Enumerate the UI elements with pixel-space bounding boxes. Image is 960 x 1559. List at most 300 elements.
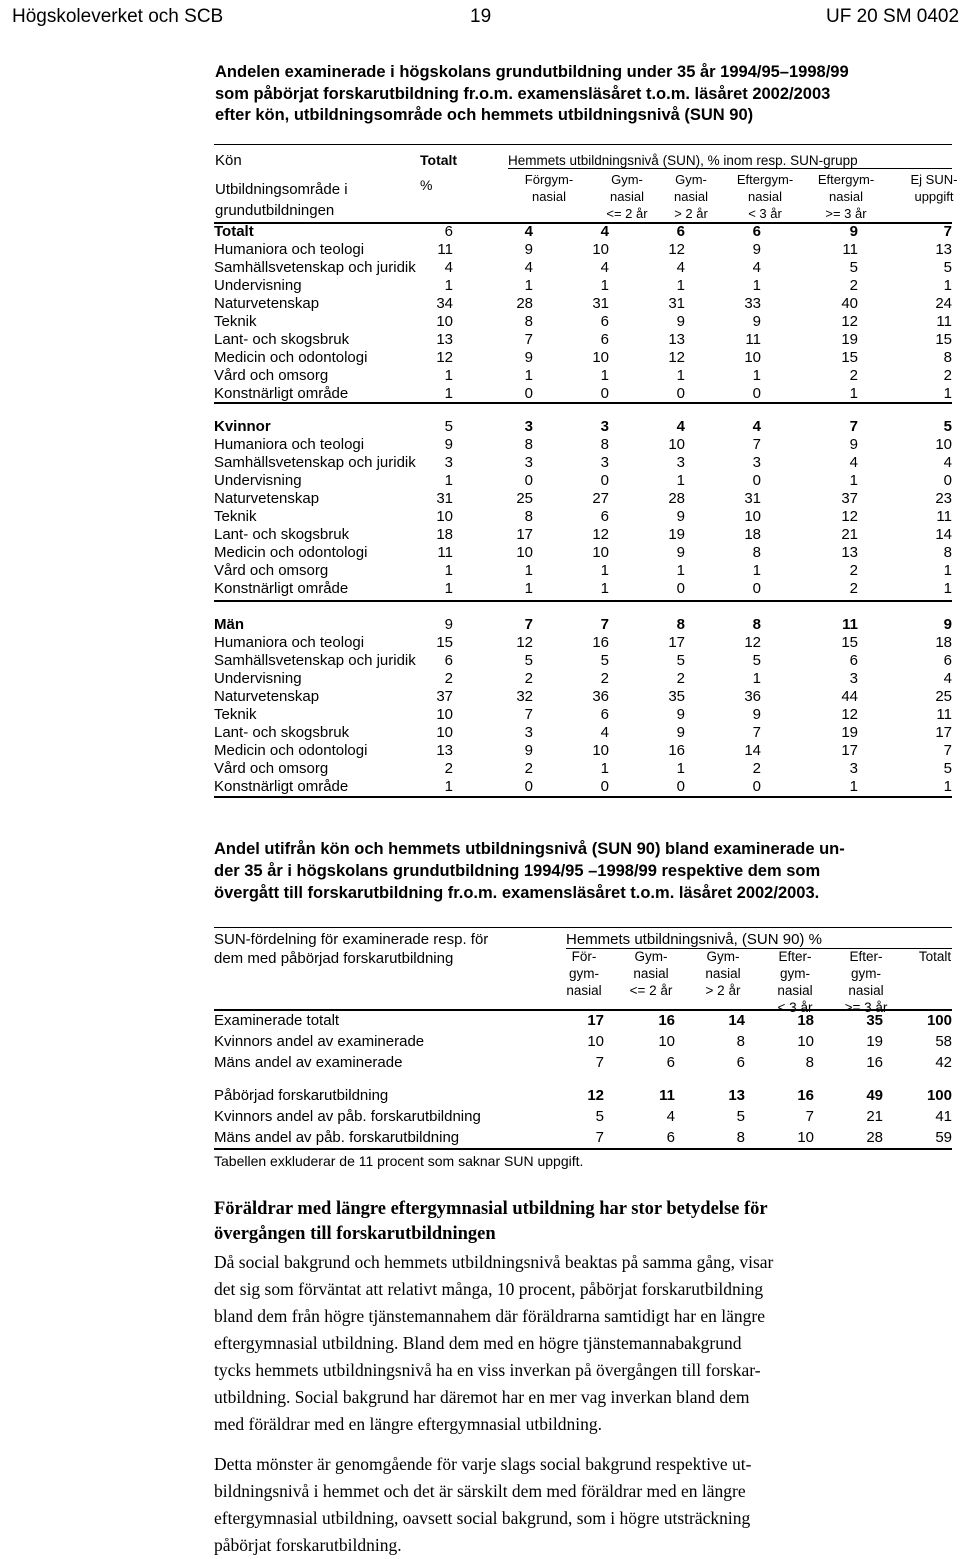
table1-cell: 4 — [524, 259, 533, 276]
table1-cell: 0 — [600, 778, 609, 795]
table1-column-header: <= 2 år — [606, 206, 648, 221]
table1-cell: 1 — [943, 385, 952, 402]
table1-cell: 3 — [600, 454, 609, 471]
table1-cell: 2 — [444, 760, 453, 777]
table1-cell: 11 — [842, 241, 858, 258]
table1-cell: 7 — [524, 706, 533, 723]
table1-cell: 5 — [444, 418, 453, 435]
table1-cell: 8 — [752, 616, 761, 633]
section-paragraph-1 — [214, 1249, 944, 1438]
table1-cell: 5 — [849, 259, 858, 276]
table2-cell: 8 — [736, 1033, 745, 1050]
table2-cell: 16 — [866, 1054, 883, 1071]
table1-cell: 2 — [849, 367, 858, 384]
table1-cell: 32 — [516, 688, 533, 705]
table2-head-left-1: SUN-fördelning för examinerade resp. för — [214, 931, 489, 948]
table1-cell: 0 — [524, 385, 533, 402]
table2-head-group: Hemmets utbildningsnivå, (SUN 90) % — [566, 931, 822, 948]
table1-cell: 6 — [444, 223, 453, 240]
table2-cell: 4 — [666, 1108, 675, 1125]
table1-row-label: Medicin och odontologi — [214, 544, 368, 561]
table1-cell: 11 — [936, 508, 952, 525]
table1-row-label: Medicin och odontologi — [214, 349, 368, 366]
table1-cell: 4 — [444, 259, 453, 276]
table1-cell: 1 — [444, 778, 453, 795]
table1-cell: 1 — [676, 277, 685, 294]
table1-cell: 12 — [516, 634, 533, 651]
table1-cell: 1 — [676, 562, 685, 579]
table1-column-header: uppgift — [914, 189, 954, 204]
table1-cell: 19 — [841, 331, 858, 348]
paragraph-line: bildningsnivå i hemmet och det är särskilt dem med föräldrar med en längre — [214, 1481, 746, 1501]
table1-cell: 0 — [524, 472, 533, 489]
table1-cell: 7 — [524, 331, 533, 348]
table1-cell: 1 — [444, 580, 453, 597]
table1-cell: 9 — [849, 436, 858, 453]
table1-column-header: nasial — [829, 189, 863, 204]
table1-cell: 1 — [600, 580, 609, 597]
table2-column-header: Efter- — [778, 949, 812, 964]
table2-cell: 35 — [866, 1012, 883, 1029]
table1-cell: 7 — [752, 436, 761, 453]
paragraph-line: Då social bakgrund och hemmets utbildningsnivå beaktas på samma gång, visar — [214, 1252, 774, 1272]
table2-column-header: gym- — [851, 966, 881, 981]
table1-title-line: som påbörjat forskarutbildning fr.o.m. examensläsåret t.o.m. läsåret 2002/2003 — [215, 84, 831, 103]
table1-cell: 1 — [943, 580, 952, 597]
table1-cell: 33 — [744, 295, 761, 312]
table1-cell: 0 — [600, 472, 609, 489]
table1-cell: 16 — [592, 634, 609, 651]
table1-cell: 0 — [676, 778, 685, 795]
table1-row-label: Totalt — [214, 223, 254, 240]
table2-cell: 28 — [866, 1129, 883, 1146]
table1-cell: 6 — [600, 331, 609, 348]
table1-column-header: nasial — [674, 189, 708, 204]
table1-cell: 9 — [676, 544, 685, 561]
table2-bottom-rule — [214, 1148, 952, 1150]
table1-cell: 5 — [524, 652, 533, 669]
table1-row-label: Samhällsvetenskap och juridik — [214, 454, 416, 471]
table1-top-rule — [214, 144, 952, 145]
table1-row-label: Män — [214, 616, 244, 633]
table2-column-header: Efter- — [849, 949, 883, 964]
table1-cell: 1 — [676, 472, 685, 489]
table2-footnote: Tabellen exkluderar de 11 procent som saknar SUN uppgift. — [214, 1153, 584, 1169]
paragraph-line: Detta mönster är genomgående för varje slags social bakgrund respektive ut- — [214, 1454, 752, 1474]
table2-row-label: Mäns andel av examinerade — [214, 1054, 403, 1071]
table1-cell: 25 — [516, 490, 533, 507]
table1-row-label: Konstnärligt område — [214, 580, 349, 597]
table1-row-label: Undervisning — [214, 472, 302, 489]
table2-column-header: Gym- — [634, 949, 668, 964]
table1-column-header: Ej SUN- — [910, 172, 958, 187]
table2-column-header: <= 2 år — [629, 983, 673, 998]
table1-cell: 1 — [752, 367, 761, 384]
table1-cell: 1 — [444, 562, 453, 579]
table1-cell: 9 — [849, 223, 858, 240]
table1-cell: 1 — [849, 472, 858, 489]
table1-cell: 36 — [744, 688, 761, 705]
table1-cell: 9 — [676, 706, 685, 723]
table2-column-header: nasial — [705, 966, 741, 981]
table2-column-header: Gym- — [706, 949, 740, 964]
table1-row-label: Lant- och skogsbruk — [214, 724, 350, 741]
table1-cell: 5 — [943, 259, 952, 276]
table2-row-label: Mäns andel av påb. forskarutbildning — [214, 1129, 460, 1146]
section-paragraph-2 — [214, 1451, 944, 1559]
table1-cell: 12 — [592, 526, 609, 543]
table2-cell: 5 — [736, 1108, 745, 1125]
table1-cell: 4 — [752, 418, 761, 435]
table2-cell: 58 — [935, 1033, 952, 1050]
table1-row-label: Undervisning — [214, 670, 302, 687]
header-page-number: 19 — [470, 6, 492, 27]
table1-cell: 0 — [752, 580, 761, 597]
table1-cell: 1 — [752, 277, 761, 294]
table2-title-line: Andel utifrån kön och hemmets utbildningsnivå (SUN 90) bland examinerade un- — [214, 840, 845, 858]
table1-cell: 9 — [676, 313, 685, 330]
table2-cell: 13 — [728, 1087, 745, 1104]
table1-cell: 1 — [943, 562, 952, 579]
table1-cell: 31 — [592, 295, 609, 312]
table1-cell: 44 — [841, 688, 858, 705]
table1-cell: 17 — [841, 742, 858, 759]
table1-cell: 2 — [444, 670, 453, 687]
table2-cell: 59 — [935, 1129, 952, 1146]
table1-cell: 15 — [935, 331, 952, 348]
table1-head-kon: Kön — [215, 152, 242, 169]
table1-cell: 6 — [600, 706, 609, 723]
table1-cell: 10 — [436, 706, 453, 723]
table1-cell: 12 — [744, 634, 761, 651]
table2-cell: 100 — [926, 1012, 952, 1029]
table1-cell: 3 — [524, 418, 533, 435]
table1-cell: 9 — [444, 616, 453, 633]
table1-cell: 9 — [752, 706, 761, 723]
table1-row-label: Konstnärligt område — [214, 778, 349, 795]
table1-cell: 1 — [849, 778, 858, 795]
table1-cell: 18 — [744, 526, 761, 543]
table1-cell: 3 — [849, 760, 858, 777]
table1-cell: 3 — [849, 670, 858, 687]
table1-column-header: >= 3 år — [825, 206, 867, 221]
table1-cell: 25 — [935, 688, 952, 705]
table1-cell: 0 — [676, 580, 685, 597]
table1-cell: 37 — [436, 688, 453, 705]
table2-head-rule — [214, 1009, 952, 1011]
table1-column-header: nasial — [610, 189, 644, 204]
table1-cell: 15 — [841, 349, 858, 366]
table1-cell: 0 — [524, 778, 533, 795]
table2-cell: 19 — [866, 1033, 883, 1050]
table2-cell: 7 — [805, 1108, 814, 1125]
table1-cell: 9 — [676, 724, 685, 741]
table1-row-label: Lant- och skogsbruk — [214, 526, 350, 543]
table1-column-header: > 2 år — [674, 206, 708, 221]
table1-cell: 11 — [842, 616, 858, 633]
table1-cell: 8 — [676, 616, 685, 633]
table1-cell: 4 — [600, 724, 609, 741]
table1-cell: 1 — [600, 367, 609, 384]
table1-head-area-2: grundutbildningen — [215, 202, 335, 219]
table1-cell: 4 — [676, 259, 685, 276]
table1-cell: 21 — [841, 526, 858, 543]
table1-cell: 17 — [935, 724, 952, 741]
table1-cell: 17 — [668, 634, 685, 651]
table1-cell: 9 — [752, 313, 761, 330]
table1-cell: 7 — [752, 724, 761, 741]
paragraph-line: påbörjat forskarutbildning. — [214, 1535, 402, 1555]
table1-cell: 12 — [841, 508, 858, 525]
table1-cell: 2 — [943, 367, 952, 384]
table1-row-label: Kvinnor — [214, 418, 271, 435]
table1-cell: 1 — [600, 562, 609, 579]
table1-cell: 2 — [524, 670, 533, 687]
table1-cell: 10 — [935, 436, 952, 453]
table1-cell: 10 — [436, 508, 453, 525]
table1-cell: 4 — [600, 259, 609, 276]
table1-cell: 36 — [592, 688, 609, 705]
table2-cell: 14 — [728, 1012, 745, 1029]
table1-cell: 5 — [676, 652, 685, 669]
table1-cell: 10 — [744, 349, 761, 366]
table1-row-label: Humaniora och teologi — [214, 241, 365, 258]
table1-cell: 2 — [600, 670, 609, 687]
table1-cell: 40 — [841, 295, 858, 312]
table1-cell: 7 — [849, 418, 858, 435]
table1-row-label: Samhällsvetenskap och juridik — [214, 652, 416, 669]
table1-cell: 18 — [436, 526, 453, 543]
table1-cell: 1 — [676, 367, 685, 384]
table1-cell: 5 — [943, 418, 952, 435]
table1-cell: 1 — [444, 277, 453, 294]
table1-cell: 27 — [592, 490, 609, 507]
table1-row-label: Teknik — [214, 508, 257, 525]
table1-cell: 18 — [935, 634, 952, 651]
table2-cell: 10 — [658, 1033, 675, 1050]
table1-cell: 0 — [752, 778, 761, 795]
paragraph-line: utbildning. Social bakgrund har däremot har en mer vag inverkan bland dem — [214, 1387, 750, 1407]
table1-cell: 6 — [600, 508, 609, 525]
paragraph-line: tycks hemmets utbildningsnivå ha en viss inverkan på övergången till forskar- — [214, 1360, 761, 1380]
header-report-ref: UF 20 SM 0402 — [826, 6, 960, 27]
table1-cell: 7 — [524, 616, 533, 633]
table1-cell: 19 — [668, 526, 685, 543]
paragraph-line: det sig som förväntat att relativt många, 10 procent, påbörjat forskarutbildning — [214, 1279, 764, 1299]
table1-row-label: Naturvetenskap — [214, 688, 320, 705]
table1-cell: 35 — [668, 688, 685, 705]
table2-cell: 17 — [587, 1012, 604, 1029]
table2-cell: 16 — [797, 1087, 814, 1104]
table1-cell: 12 — [841, 313, 858, 330]
table1-column-header: nasial — [532, 189, 566, 204]
table1-cell: 8 — [943, 544, 952, 561]
table1-head-area-1: Utbildningsområde i — [215, 181, 348, 198]
table1-cell: 0 — [676, 385, 685, 402]
table2-row-label: Påbörjad forskarutbildning — [214, 1087, 389, 1104]
table2-cell: 6 — [736, 1054, 745, 1071]
table1-cell: 3 — [524, 454, 533, 471]
table1-cell: 2 — [849, 562, 858, 579]
table2-row-label: Examinerade totalt — [214, 1012, 340, 1029]
table1-cell: 19 — [841, 724, 858, 741]
table1-head-pct: % — [420, 177, 433, 193]
paragraph-line: eftergymnasial utbildning, oavsett social bakgrund, som i högre utsträckning — [214, 1508, 751, 1528]
table1-cell: 14 — [744, 742, 761, 759]
table1-cell: 1 — [752, 670, 761, 687]
table1-cell: 5 — [600, 652, 609, 669]
table2-cell: 6 — [666, 1054, 675, 1071]
table1-cell: 1 — [600, 277, 609, 294]
table1-cell: 10 — [592, 241, 609, 258]
table2-row-label: Kvinnors andel av examinerade — [214, 1033, 425, 1050]
table1-cell: 23 — [935, 490, 952, 507]
table1-cell: 4 — [943, 454, 952, 471]
table2-column-header: Totalt — [918, 949, 952, 964]
section-heading — [214, 1197, 944, 1247]
table1-cell: 13 — [436, 331, 453, 348]
table1-cell: 1 — [444, 385, 453, 402]
table1-group-rule — [508, 168, 952, 169]
table2-column-header: nasial — [566, 983, 602, 998]
table1-cell: 8 — [524, 313, 533, 330]
table2-cell: 18 — [797, 1012, 814, 1029]
table2-title-line: der 35 år i högskolans grundutbildning 1994/95 –1998/99 respektive dem som — [214, 862, 821, 880]
table2-column-header: gym- — [780, 966, 810, 981]
table2-top-rule — [214, 927, 952, 928]
table1-cell: 2 — [849, 580, 858, 597]
table1-cell: 2 — [524, 760, 533, 777]
table2-cell: 49 — [866, 1087, 883, 1104]
table1-cell: 1 — [444, 367, 453, 384]
table1-cell: 5 — [943, 760, 952, 777]
table2-column-header: >= 3 år — [844, 1000, 888, 1015]
table2-cell: 8 — [736, 1129, 745, 1146]
table1-column-header: Gym- — [675, 172, 707, 187]
table2-cell: 100 — [926, 1087, 952, 1104]
table1-cell: 13 — [935, 241, 952, 258]
table1-title-line: efter kön, utbildningsområde och hemmets utbildningsnivå (SUN 90) — [215, 106, 754, 124]
table1-cell: 12 — [436, 349, 453, 366]
table1-cell: 1 — [524, 367, 533, 384]
table1-cell: 15 — [436, 634, 453, 651]
table1-row-label: Medicin och odontologi — [214, 742, 368, 759]
table1-column-header: < 3 år — [748, 206, 782, 221]
paragraph-line: bland dem från högre tjänstemannahem där föräldrarna samtidigt har en längre — [214, 1306, 766, 1326]
table1-cell: 8 — [943, 349, 952, 366]
paragraph-line: eftergymnasial utbildning. Bland dem med en högre tjänstemannabakgrund — [214, 1333, 742, 1353]
table1-cell: 6 — [600, 313, 609, 330]
table1-column-header: Gym- — [611, 172, 643, 187]
table1-cell: 3 — [600, 418, 609, 435]
table1-cell: 31 — [668, 295, 685, 312]
table1-cell: 9 — [752, 241, 761, 258]
table1-cell: 9 — [524, 742, 533, 759]
table1-cell: 6 — [849, 652, 858, 669]
table1-row-label: Naturvetenskap — [214, 295, 320, 312]
table1-cell: 10 — [516, 544, 533, 561]
table1-cell: 10 — [436, 313, 453, 330]
table1-title-line: Andelen examinerade i högskolans grundutbildning under 35 år 1994/95–1998/99 — [215, 63, 849, 81]
table2-cell: 7 — [595, 1129, 604, 1146]
table1-cell: 1 — [524, 562, 533, 579]
table1-cell: 1 — [524, 277, 533, 294]
table1-column-header: nasial — [748, 189, 782, 204]
table2-column-header: > 2 år — [705, 983, 741, 998]
table1-cell: 15 — [841, 634, 858, 651]
table1-cell: 11 — [745, 331, 761, 348]
table1-row-label: Vård och omsorg — [214, 562, 329, 579]
table1-cell: 2 — [752, 760, 761, 777]
table2-cell: 21 — [866, 1108, 883, 1125]
table2-title — [214, 838, 944, 904]
table1-cell: 4 — [849, 454, 858, 471]
table1-cell: 4 — [524, 223, 533, 240]
table1-cell: 10 — [592, 742, 609, 759]
table1-cell: 2 — [849, 277, 858, 294]
table1-row-label: Humaniora och teologi — [214, 634, 365, 651]
table1-cell: 2 — [676, 670, 685, 687]
table1-cell: 12 — [668, 349, 685, 366]
table1-cell: 9 — [676, 508, 685, 525]
table1-group-rule-1 — [214, 402, 952, 404]
table1-cell: 31 — [436, 490, 453, 507]
table1-cell: 10 — [744, 508, 761, 525]
table1-cell: 6 — [943, 652, 952, 669]
table1-cell: 3 — [444, 454, 453, 471]
paragraph-line: med föräldrar med en längre eftergymnasial utbildning. — [214, 1414, 602, 1434]
table1-cell: 4 — [676, 418, 685, 435]
table2-title-line: övergått till forskarutbildning fr.o.m. examensläsåret t.o.m. läsåret 2002/2003. — [214, 884, 820, 902]
table1-cell: 13 — [668, 331, 685, 348]
table2-cell: 10 — [587, 1033, 604, 1050]
table1-cell: 1 — [849, 385, 858, 402]
table1-cell: 0 — [752, 472, 761, 489]
table1-cell: 31 — [744, 490, 761, 507]
table1-row-label: Humaniora och teologi — [214, 436, 365, 453]
table2-cell: 7 — [595, 1054, 604, 1071]
table1-cell: 1 — [752, 562, 761, 579]
table1-cell: 8 — [524, 436, 533, 453]
table1-head-total: Totalt — [420, 152, 458, 168]
table1-cell: 11 — [437, 544, 453, 561]
table1-row-label: Teknik — [214, 313, 257, 330]
table2-column-header: För- — [571, 949, 597, 964]
table2-cell: 12 — [587, 1087, 604, 1104]
table1-cell: 3 — [676, 454, 685, 471]
table1-cell: 11 — [936, 313, 952, 330]
table1-cell: 10 — [668, 436, 685, 453]
table1-cell: 6 — [444, 652, 453, 669]
table2-column-header: < 3 år — [777, 1000, 813, 1015]
table1-cell: 17 — [516, 526, 533, 543]
table1-cell: 24 — [935, 295, 952, 312]
table2-column-header: gym- — [569, 966, 599, 981]
table1-cell: 3 — [752, 454, 761, 471]
table1-cell: 11 — [936, 706, 952, 723]
section-heading-line: Föräldrar med längre eftergymnasial utbildning har stor betydelse för — [214, 1199, 768, 1219]
table1-cell: 14 — [935, 526, 952, 543]
table2-cell: 5 — [595, 1108, 604, 1125]
table1-cell: 9 — [943, 616, 952, 633]
table1-row-label: Samhällsvetenskap och juridik — [214, 259, 416, 276]
table1-cell: 4 — [752, 259, 761, 276]
table1-group-rule-3 — [214, 796, 952, 798]
table1-cell: 10 — [592, 349, 609, 366]
table1-cell: 8 — [524, 508, 533, 525]
table1-cell: 34 — [436, 295, 453, 312]
table2-cell: 10 — [797, 1033, 814, 1050]
